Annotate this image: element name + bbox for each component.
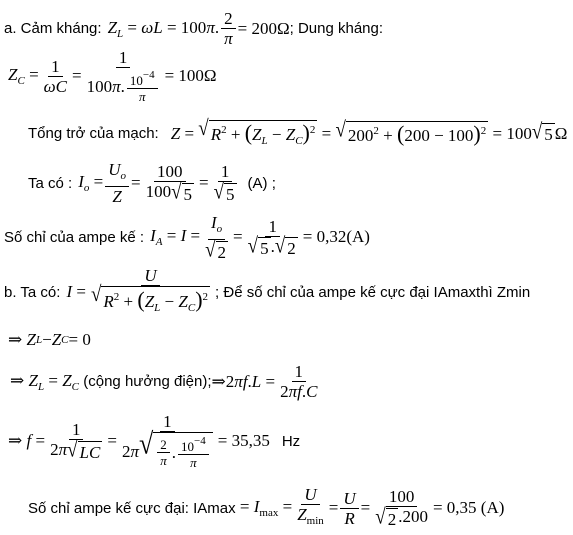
line-impedance [28, 116, 568, 147]
formula-z: Z = √ $R^2 + (Z_L - Z_C)^2$ = √ $200^2 + (200 - 100)^2$ = 100 √ 5 Ω [170, 116, 568, 147]
line-frequency: ⇒ f = 1 2π √ LC = 1 2 π √ $\frac{2}{\pi}$ . $\frac{10^{-4}}{\pi}$ = 35,35 Hz [8, 412, 301, 470]
formula-zc: $Z_C$ = $\frac{1}{\omega C}$ = 1 100 π . $\frac{10^{-4}}{\pi}$ = 100Ω [8, 48, 217, 104]
line-max-ammeter: Số chỉ ampe kế cực đại: I Amax = $I_{max}$ = $\frac{U}{Z_{min}}$ = $\frac{U}{R}$ = 100 √ 2 .200 = 0,35 (A) [28, 485, 505, 530]
line-inductive-reactance: a. Cảm kháng: $Z_L = \omega L = 100\pi$. $\frac{2}{\pi}$ = 200Ω ; Dung kháng: [4, 9, 384, 48]
ammeter-result: = 0,32(A) [302, 227, 370, 247]
unit-ampere: (A) ; [247, 174, 276, 192]
line-part-b: b. Ta có: I = U √ $R^2 + (Z_L - Z_C)^2$ ; Để số chỉ của ampe kế cực đại I Amax thì Z min [4, 266, 530, 318]
ammeter-label: Số chỉ của ampe kế : [4, 228, 145, 246]
line-current-amplitude: Ta có : $I_o$ = $\frac{U_o}{Z}$ = 100 100 √ 5 = 1 √ 5 (A) ; [28, 160, 276, 206]
formula-zl: $Z_L = \omega L = 100\pi$. [107, 17, 220, 40]
part-b-label: b. Ta có: [4, 283, 61, 301]
impedance-label: Tổng trở của mạch: [28, 125, 159, 142]
ta-co-label: Ta có : [28, 174, 73, 192]
line-resonance: ⇒ $Z_L = Z_C$ (cộng hưởng điện); ⇒2πf.L = $\frac{1}{2\pi f.C}$ [10, 362, 318, 401]
line-ammeter-reading: Số chỉ của ampe kế : $I_A = I$ = $I_o$ √ 2 = 1 √ 5 . √ 2 = 0,32(A) [4, 213, 370, 263]
frac-2-over-pi: $\frac{2}{\pi}$ [221, 9, 236, 48]
capacitive-reactance-label: ; Dung kháng: [289, 20, 384, 37]
inductive-reactance-label: a. Cảm kháng: [4, 20, 102, 37]
formula-resonance-condition: ⇒ Z L − Z C = 0 [8, 330, 91, 349]
frequency-result: = 35,35 [217, 431, 270, 450]
max-ammeter-label: Số chỉ ampe kế cực đại: I [28, 499, 198, 517]
resonance-text: (cộng hưởng điện); [83, 373, 212, 390]
unit-hz: Hz [281, 432, 301, 450]
max-ammeter-result: = 0,35 (A) [432, 498, 505, 517]
